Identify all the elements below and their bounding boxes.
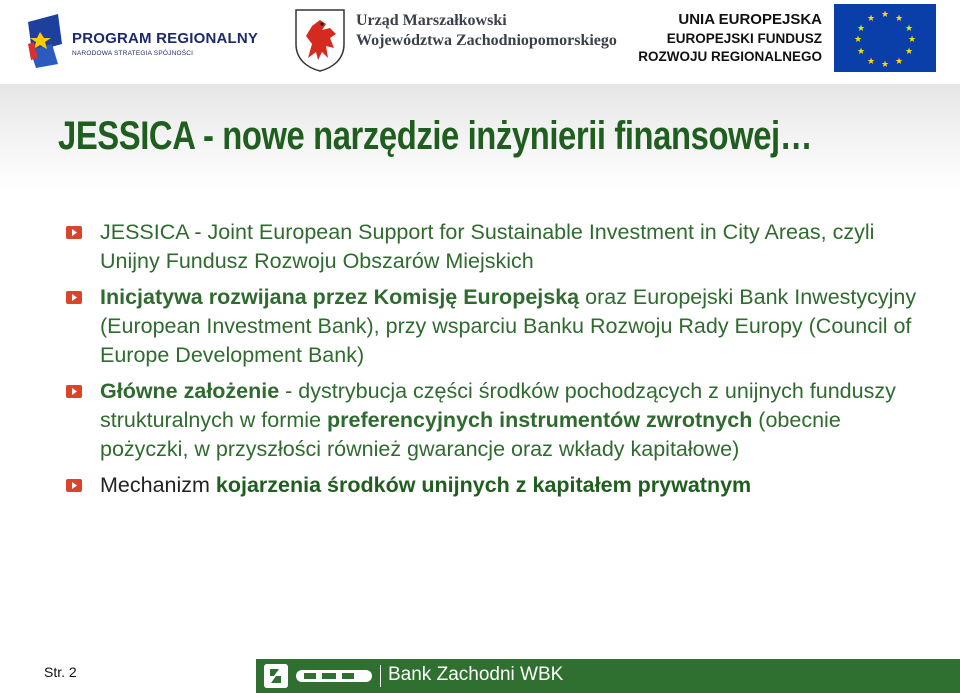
bullet-1-text: - Joint European Support for Sustainable Investment in City Areas, czyli Unijny Fundusz Rozwoju Obszarów Miejskich [100,220,875,273]
svg-text:★: ★ [904,24,914,34]
bullet-2-strong: Inicjatywa rozwijana przez Komisję Europejską [100,285,580,309]
bullet-3-strong-b: preferencyjnych instrumentów zwrotnych [327,408,753,432]
bullet-2-text: oraz Europejski Bank Inwestycyjny (European Investment Bank), przy wsparciu Banku Rozwoju Rady Europy (Council of Europe Development Bank) [100,285,917,367]
bullet-arrow-icon [66,226,82,239]
svg-text:★: ★ [894,14,904,24]
griffin-crest-icon [292,8,348,72]
bullet-item-jessica [64,218,934,276]
eu-line1: UNIA EUROPEJSKA [678,11,822,28]
svg-text:★: ★ [907,35,917,45]
svg-text:★: ★ [880,10,890,20]
bullet-3-text-a: - dystrybucja części środków pochodzących z unijnych funduszy strukturalnych w formie [100,379,896,432]
eu-line3: ROZWOJU REGIONALNEGO [638,49,822,64]
wbk-wordmark-icon [296,668,372,684]
page-number: Str. 2 [44,664,77,680]
bullet-arrow-icon [66,385,82,398]
program-logo-name: PROGRAM REGIONALNY [72,30,259,47]
eu-line2: EUROPEJSKI FUNDUSZ [666,31,822,46]
bullet-arrow-icon [66,479,82,492]
svg-text:★: ★ [866,57,876,67]
bullet-4-strong: kojarzenia środków unijnych z kapitałem prywatnym [215,473,752,497]
bullet-1-strong: JESSICA [100,220,189,244]
office-name-line1: Urząd Marszałkowski [356,12,507,29]
svg-text:★: ★ [856,47,866,57]
svg-text:★: ★ [853,35,863,45]
bank-name: Bank Zachodni WBK [388,664,564,685]
bullet-list [64,218,934,507]
bullet-arrow-icon [66,291,82,304]
bullet-item-initiative [64,283,934,370]
footer-divider [380,665,381,687]
slide-title: JESSICA - nowe narzędzie inżynierii finansowej… [58,114,813,158]
footer-bank-bar [256,659,960,693]
bullet-3-strong: Główne założenie [100,379,280,403]
bullet-4-text: Mechanizm [100,473,216,497]
bullet-item-main-assumption [64,377,934,464]
office-name-line2: Województwa Zachodniopomorskiego [356,32,617,49]
svg-text:★: ★ [904,47,914,57]
svg-text:★: ★ [866,14,876,24]
eu-fund-text [638,10,822,66]
svg-text:★: ★ [880,60,890,70]
bullet-item-mechanism [64,471,934,500]
svg-text:★: ★ [856,24,866,34]
svg-text:★: ★ [894,57,904,67]
logo-header [0,0,960,80]
program-regionalny-mark-icon [28,14,62,68]
bullet-3-text-b: (obecnie pożyczki, w przyszłości również gwarancje oraz wkłady kapitałowe) [100,408,841,461]
urzad-marszalkowski-logo [292,8,632,72]
bzwbk-logo-icon [264,664,288,688]
eu-flag-icon [834,4,936,72]
program-regionalny-logo [28,14,258,70]
program-logo-subtitle: NARODOWA STRATEGIA SPÓJNOŚCI [72,50,194,57]
